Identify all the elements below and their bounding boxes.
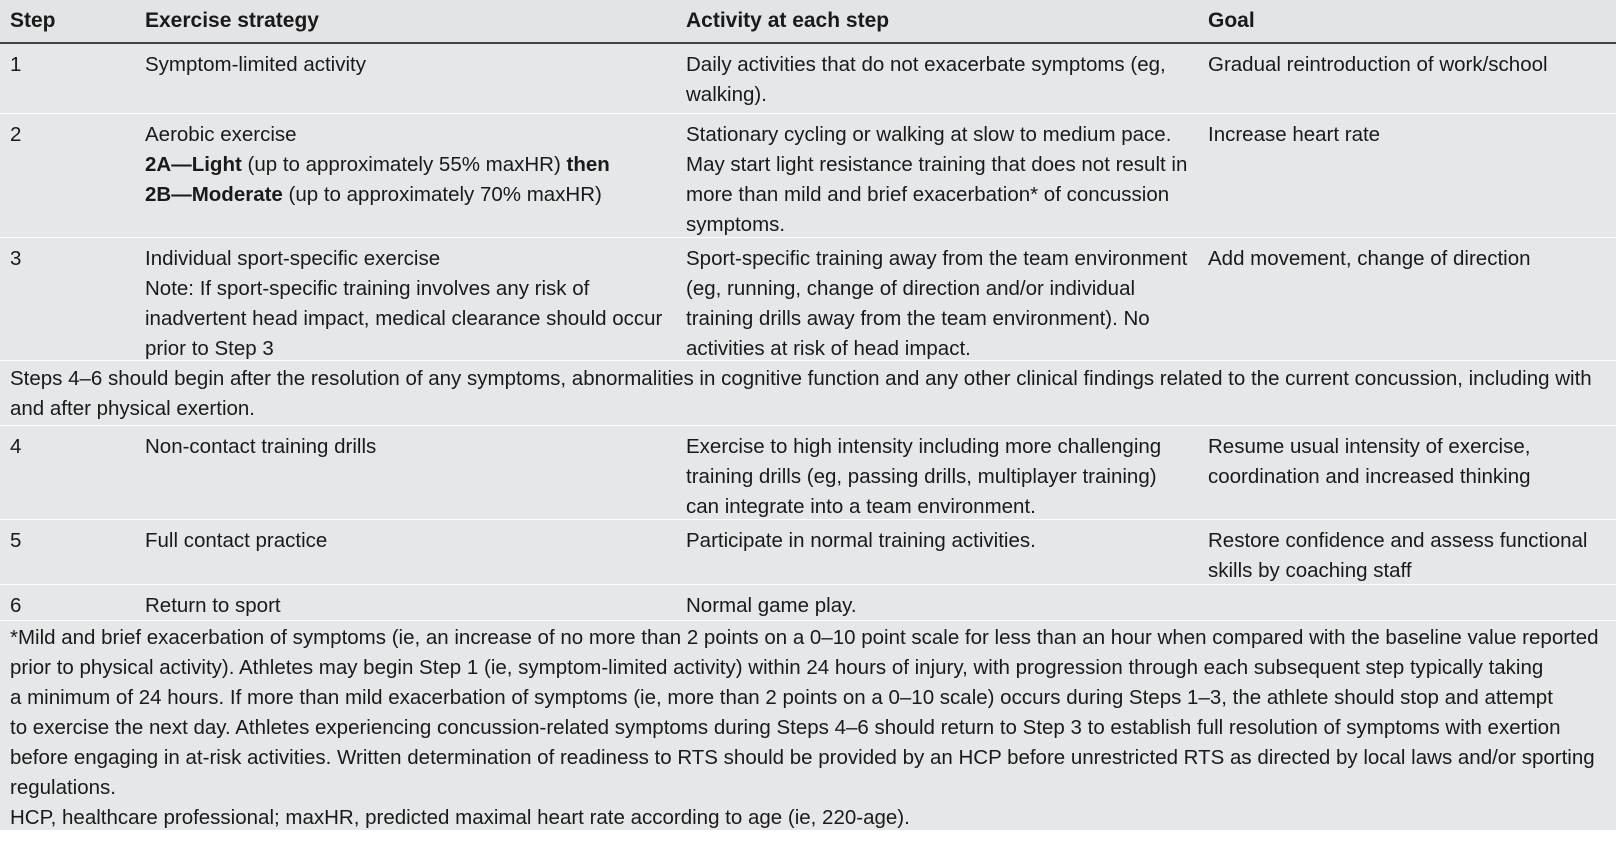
note-line: Steps 4–6 should begin after the resolution of any symptoms, abnormalities in cognitive function and any other clinical findings related to the current concussion, including with (10, 367, 1592, 390)
strategy-cell: Full contact practice (145, 529, 328, 552)
activity-line: May start light resistance training that does not result in (686, 153, 1188, 176)
strategy-cell (145, 238, 686, 360)
strategy-cell: Symptom-limited activity (145, 53, 366, 76)
table-row (0, 585, 1616, 621)
step-number: 5 (10, 529, 22, 552)
step-number: 2 (10, 123, 22, 146)
activity-line: Stationary cycling or walking at slow to medium pace. (686, 123, 1172, 146)
steps-4-6-note-row (0, 361, 1616, 426)
header-activity: Activity at each step (686, 9, 890, 32)
activity-line: walking). (686, 83, 767, 106)
activity-line: can integrate into a team environment. (686, 495, 1036, 518)
strategy-2a-detail: (up to approximately 55% maxHR) (241, 153, 567, 176)
activity-line: Daily activities that do not exacerbate symptoms (eg, (686, 53, 1166, 76)
strategy-line-2b (145, 180, 674, 210)
strategy-cell (145, 114, 686, 237)
strategy-2b-detail: (up to approximately 70% maxHR) (282, 183, 602, 206)
strategy-then: then (566, 153, 610, 176)
step-number: 6 (10, 594, 22, 617)
note-line: and after physical exertion. (10, 397, 255, 420)
table-row (0, 426, 1616, 520)
footnote-line: prior to physical activity). Athletes may begin Step 1 (ie, symptom-limited activity) within 24 hours of injury, with progression through each subsequent step typically taking (10, 656, 1544, 679)
strategy-line-2a (145, 150, 674, 180)
goal-line: skills by coaching staff (1208, 559, 1412, 582)
goal-cell (1208, 520, 1616, 584)
table-row (0, 238, 1616, 361)
strategy-2a-label: 2A—Light (145, 153, 242, 176)
footnote-line: before engaging in at-risk activities. Written determination of readiness to RTS should be provided by an HCP before unrestricted RTS as directed by local laws and/or sporting (10, 746, 1595, 769)
strategy-line: prior to Step 3 (145, 337, 274, 360)
activity-cell (686, 426, 1208, 519)
strategy-cell: Return to sport (145, 594, 281, 617)
goal-line: Resume usual intensity of exercise, (1208, 435, 1531, 458)
header-goal: Goal (1208, 9, 1255, 32)
activity-line: training drills away from the team environment). No (686, 307, 1150, 330)
footnote-line: a minimum of 24 hours. If more than mild exacerbation of symptoms (ie, more than 2 points on a 0–10 scale) occurs during Steps 1–3, the athlete should stop and attempt (10, 686, 1553, 709)
strategy-line: Aerobic exercise (145, 123, 297, 146)
header-step: Step (10, 9, 56, 32)
table-row (0, 44, 1616, 114)
goal-cell: Increase heart rate (1208, 123, 1381, 146)
footnote-row (0, 621, 1616, 830)
footnote (0, 621, 1616, 830)
activity-line: activities at risk of head impact. (686, 337, 971, 360)
strategy-line: Individual sport-specific exercise (145, 247, 441, 270)
abbreviations-line: HCP, healthcare professional; maxHR, predicted maximal heart rate according to age (ie, 220-age). (10, 806, 910, 829)
activity-line: training drills (eg, passing drills, multiplayer training) (686, 465, 1157, 488)
table-header-row (0, 0, 1616, 44)
steps-4-6-note (0, 361, 1616, 425)
activity-cell (686, 114, 1208, 237)
footnote-line: regulations. (10, 776, 116, 799)
activity-line: (eg, running, change of direction and/or individual (686, 277, 1136, 300)
step-number: 3 (10, 247, 22, 270)
goal-cell: Gradual reintroduction of work/school (1208, 53, 1548, 76)
activity-cell: Participate in normal training activities. (686, 529, 1036, 552)
strategy-cell: Non-contact training drills (145, 435, 377, 458)
step-number: 1 (10, 53, 22, 76)
step-number: 4 (10, 435, 22, 458)
table-row (0, 114, 1616, 238)
goal-cell: Add movement, change of direction (1208, 247, 1531, 270)
strategy-line: Note: If sport-specific training involves any risk of (145, 277, 590, 300)
footnote-line: to exercise the next day. Athletes experiencing concussion-related symptoms during Steps 4–6 should return to Step 3 to establish full resolution of symptoms with exertion (10, 716, 1561, 739)
activity-cell (686, 44, 1208, 113)
activity-line: Exercise to high intensity including more challenging (686, 435, 1162, 458)
activity-line: Sport-specific training away from the team environment (686, 247, 1188, 270)
goal-line: Restore confidence and assess functional (1208, 529, 1588, 552)
strategy-2b-label: 2B—Moderate (145, 183, 283, 206)
footnote-line: *Mild and brief exacerbation of symptoms (ie, an increase of no more than 2 points on a 0–10 point scale for less than an hour when compared with the baseline value reported (10, 626, 1599, 649)
activity-cell: Normal game play. (686, 594, 857, 617)
header-strategy: Exercise strategy (145, 9, 319, 32)
strategy-line: inadvertent head impact, medical clearance should occur (145, 307, 663, 330)
goal-line: coordination and increased thinking (1208, 465, 1531, 488)
activity-cell (686, 238, 1208, 360)
goal-cell (1208, 585, 1616, 620)
activity-line: more than mild and brief exacerbation* of concussion (686, 183, 1170, 206)
goal-cell (1208, 426, 1616, 519)
table-row (0, 520, 1616, 585)
activity-line: symptoms. (686, 213, 786, 236)
